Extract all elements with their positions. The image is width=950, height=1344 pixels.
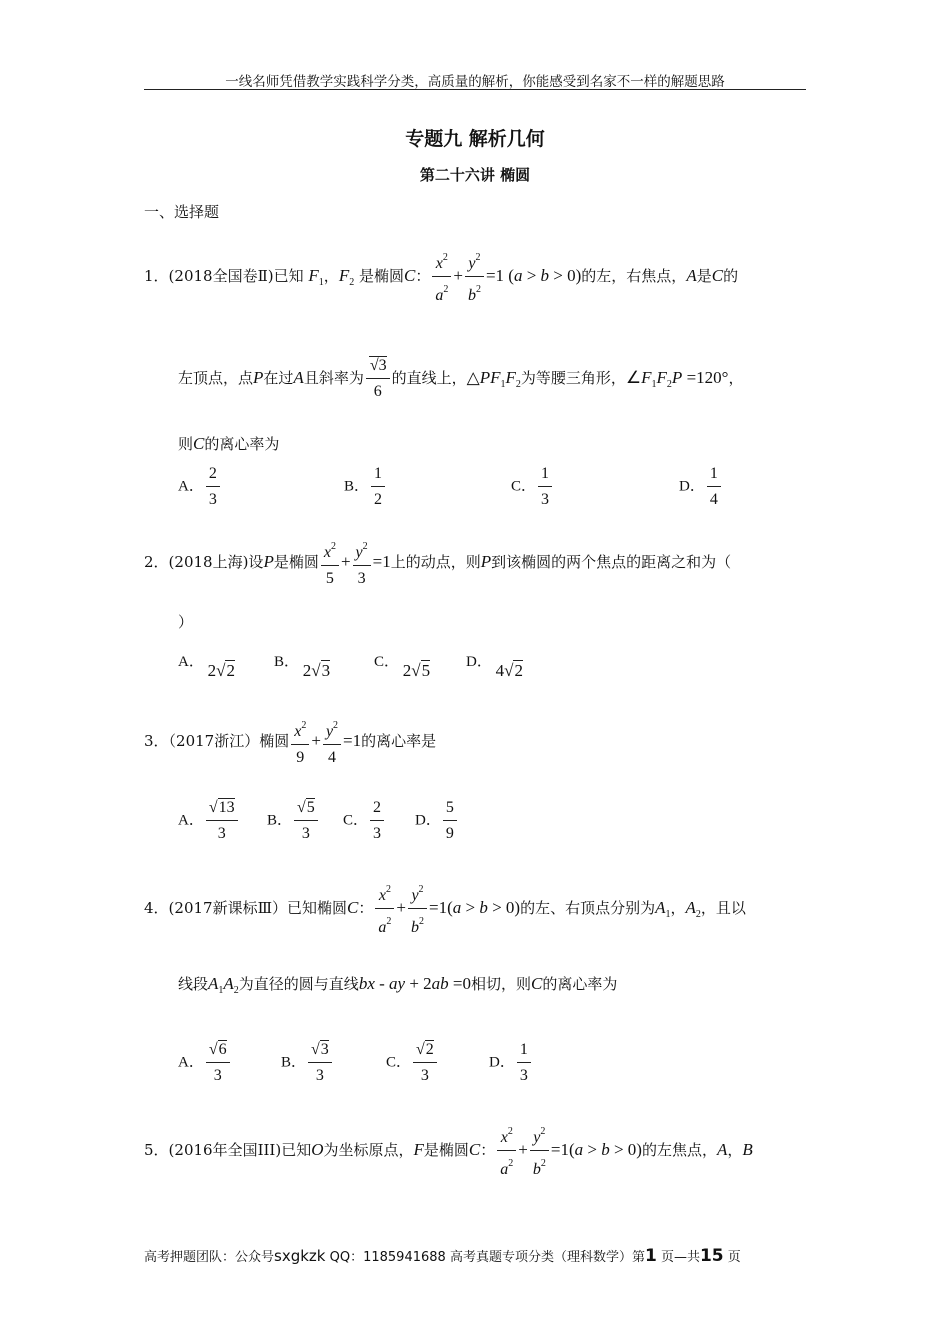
question-3-line-1: 3．（2017浙江）椭圆 $\frac{x^2}{9}$ + $\frac{y^2}{4}$ =1的离心率是 bbox=[144, 716, 436, 768]
page-footer: 高考押题团队：公众号sxgkzk QQ：1185941688 高考真题专项分类（理科数学）第1 页—共15 页 bbox=[144, 1246, 741, 1266]
question-4-line-2: 线段$A_1A_2$为直径的圆与直线bx - ay + 2ab =0相切，则C的离心率为 bbox=[178, 974, 618, 996]
question-1-line-2: 左顶点，点P在过A且斜率为 $\frac{√3}{6}$ 的直线上，$\triangle PF_1F_2$为等腰三角形，$\angle F_1F_2P =120^\circ$， bbox=[178, 357, 744, 400]
question-1-line-1: 1．(2018全国卷Ⅱ)已知 $F_1$，$F_2$ 是椭圆C： $\frac{x^2}{a^2}$ + $\frac{y^2}{b^2}$ =1 (a > b > 0)的左，右焦点，A是C的 bbox=[144, 248, 738, 306]
question-4-option-c: C． $\frac{√2}{3}$ bbox=[386, 1040, 439, 1086]
question-3-option-c: C． $\frac{2}{3}$ bbox=[343, 798, 386, 844]
question-2-option-b: B． 2√3 bbox=[274, 654, 331, 680]
question-2-close: ） bbox=[178, 613, 194, 631]
page-subtitle: 第二十六讲 椭圆 bbox=[419, 166, 531, 184]
question-2-line-1: 2．(2018上海)设P是椭圆 $\frac{x^2}{5}$ + $\frac{y^2}{3}$ =1上的动点，则P到该椭圆的两个焦点的距离之和为（ bbox=[144, 537, 731, 589]
question-4-option-d: D． $\frac{1}{3}$ bbox=[489, 1040, 533, 1086]
question-4-option-b: B． $\frac{√3}{3}$ bbox=[281, 1040, 334, 1086]
question-2-option-d: D． 4√2 bbox=[466, 654, 523, 680]
header-divider bbox=[144, 89, 806, 90]
question-5-line-1: 5．(2016年全国III)已知O为坐标原点，F是椭圆C： $\frac{x^2}{a^2}$ + $\frac{y^2}{b^2}$ =1(a > b > 0)的左焦点，A，B bbox=[144, 1122, 753, 1180]
question-1-option-b: B． $\frac{1}{2}$ bbox=[344, 464, 387, 510]
question-1-option-c: C． $\frac{1}{3}$ bbox=[511, 464, 554, 510]
question-1-line-3: 则C的离心率为 bbox=[178, 434, 280, 453]
question-3-option-a: A． $\frac{√13}{3}$ bbox=[178, 798, 240, 844]
question-4-option-a: A． $\frac{√6}{3}$ bbox=[178, 1040, 232, 1086]
question-3-option-b: B． $\frac{√5}{3}$ bbox=[267, 798, 320, 844]
question-1-option-a: A． $\frac{2}{3}$ bbox=[178, 464, 222, 510]
question-1-option-d: D． $\frac{1}{4}$ bbox=[679, 464, 723, 510]
section-heading: 一、选择题 bbox=[144, 203, 220, 221]
question-2-option-a: A． 2√2 bbox=[178, 654, 235, 680]
question-4-line-1: 4．(2017新课标Ⅲ）已知椭圆C： $\frac{x^2}{a^2}$ + $\frac{y^2}{b^2}$ =1(a > b > 0)的左、右顶点分别为$A_1$，$A_2$，且以 bbox=[144, 880, 746, 938]
question-2-option-c: C． 2√5 bbox=[374, 654, 431, 680]
question-3-option-d: D． $\frac{5}{9}$ bbox=[415, 798, 459, 844]
page-title: 专题九 解析几何 bbox=[405, 128, 545, 150]
header-tagline: 一线名师凭借教学实践科学分类，高质量的解析，你能感受到名家不一样的解题思路 bbox=[225, 74, 725, 90]
